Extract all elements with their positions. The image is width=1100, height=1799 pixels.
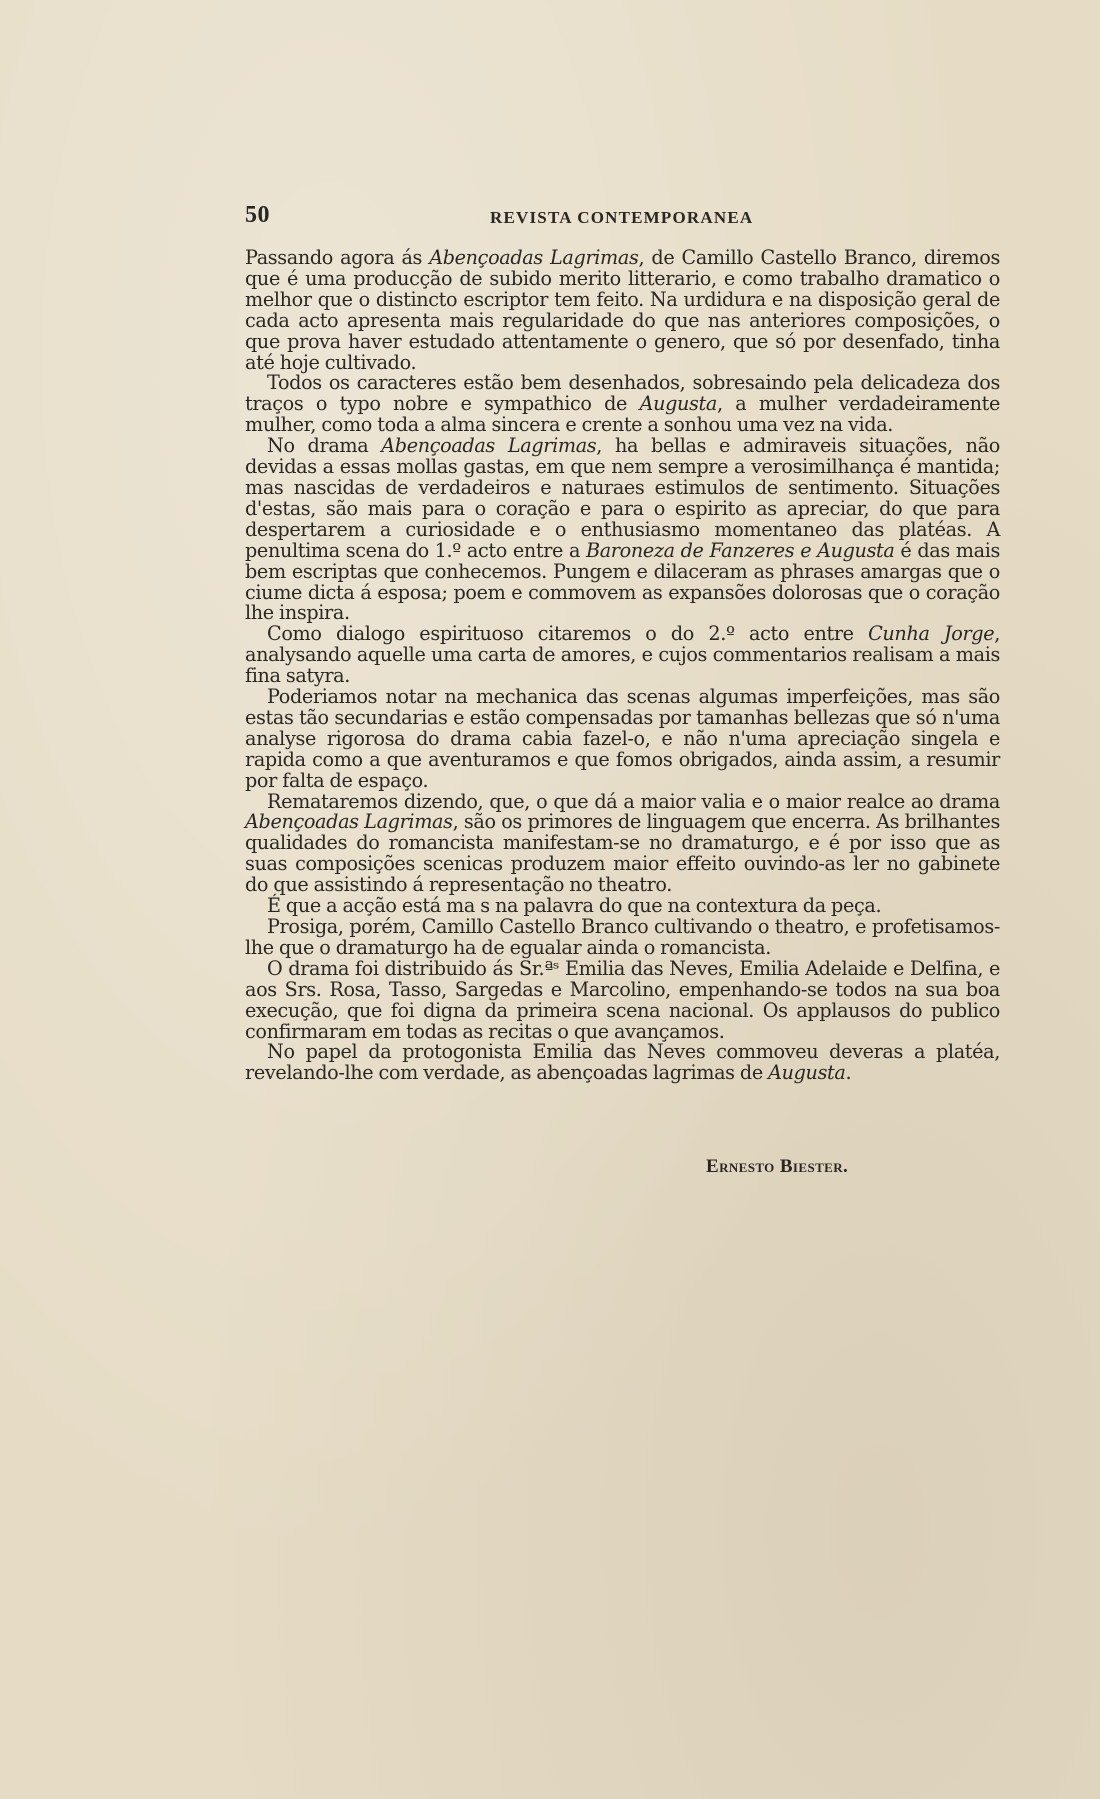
- running-title: REVISTA CONTEMPORANEA: [490, 208, 754, 227]
- text-run: , ha bellas e admiraveis situações, não devidas a essas mollas gastas, em que nem sempre a verosimilhança é mantida; mas nascidas de verdadeiros e naturaes estimulos de sentimento. Situações d'estas, são mais para o coração e para o espirito as apreciar, do que para despertarem a curiosidade e o enthusiasmo momentaneo das platéas. A penultima scena do 1.º acto entre a: [245, 434, 1000, 562]
- paragraph: [245, 917, 1000, 959]
- article-body: [245, 248, 1000, 1084]
- author-signature: Ernesto Biester.: [706, 1156, 849, 1177]
- text-run: Todos os caracteres estão bem desenhados, sobresaindo pela delicadeza dos traços o typo nobre e sympathico de: [245, 371, 1000, 416]
- paragraph: [245, 436, 1000, 624]
- page-header: [245, 202, 1005, 242]
- text-run: Prosiga, porém, Camillo Castello Branco cultivando o theatro, e profetisamos-lhe que o dramaturgo ha de egualar ainda o romancista.: [245, 915, 1000, 959]
- text-run: , de Camillo Castello Branco, diremos que é uma producção de subido merito litterario, e como trabalho dramatico o melhor que o distincto escriptor tem feito. Na urdidura e na disposição geral de cada acto apresenta mais regularidade do que nas anteriores composições, o que prova haver estudado attentamente o genero, que só por desenfado, tinha até hoje cultivado.: [245, 246, 1000, 374]
- paragraph: [245, 896, 1000, 917]
- text-run: , analysando aquelle uma carta de amores, e cujos commentarios realisam a mais fina satyra.: [245, 622, 1000, 688]
- italic-title: Abençoadas Lagrimas: [381, 434, 597, 458]
- text-run: Remataremos dizendo, que, o que dá a maior valia e o maior realce ao drama: [267, 789, 1000, 813]
- text-run: No drama: [267, 434, 382, 458]
- paragraph: [245, 248, 1000, 373]
- italic-title: Abençoadas Lagrimas: [245, 810, 453, 834]
- italic-title: Abençoadas Lagrimas: [429, 246, 639, 269]
- text-run: , a mulher verdadeiramente mulher, como toda a alma sincera e crente a sonhou uma vez na vida.: [245, 392, 1000, 437]
- text-run: Como dialogo espirituoso citaremos o do 2.º acto entre: [267, 622, 869, 646]
- text-run: O drama foi distribuido ás Sr.ªˢ Emilia das Neves, Emilia Adelaide e Delfina, e aos Srs. Rosa, Tasso, Sargedas e Marcolino, empenhando-se todos na sua boa execução, que foi digna da primeira scena nacional. Os applausos do publico confirmaram em todas as recitas o que avançamos.: [245, 956, 1000, 1043]
- page-number: 50: [245, 202, 270, 228]
- text-run: .: [845, 1061, 852, 1085]
- italic-name: Cunha Jorge: [868, 622, 995, 646]
- text-run: É que a acção está ma s na palavra do que na contextura da peça.: [267, 894, 882, 918]
- paragraph: [245, 373, 1000, 436]
- italic-name: Augusta: [639, 392, 717, 416]
- paragraph: [245, 1042, 1000, 1084]
- text-run: é das mais bem escriptas que conhecemos. Pungem e dilaceram as phrases amargas que o ciume dicta á esposa; poem e commovem as expansões dolorosas que o coração lhe inspira.: [245, 538, 1000, 625]
- text-run: , são os primores de linguagem que encerra. As brilhantes qualidades do romancista manifestam-se no dramaturgo, e é por isso que as suas composições scenicas produzem maior effeito ouvindo-as ler no gabinete do que assistindo á representação no theatro.: [245, 810, 1000, 897]
- paragraph: [245, 624, 1000, 687]
- italic-name: Augusta: [768, 1061, 846, 1085]
- text-run: No papel da protogonista Emilia das Neves commoveu deveras a platéa, revelando-lhe com verdade, as abençoadas lagrimas de: [245, 1040, 1000, 1085]
- paragraph: [245, 687, 1000, 792]
- text-run: Passando agora ás: [245, 246, 430, 269]
- italic-name: Baroneza de Fanzeres e Augusta: [585, 538, 895, 562]
- text-run: Poderiamos notar na mechanica das scenas algumas imperfeições, mas são estas tão secundarias e estão compensadas por tamanhas bellezas que só n'uma analyse rigorosa do drama cabia fazel-o, e não n'uma apreciação singela e rapida como a que aventuramos e que fomos obrigados, ainda assim, a resumir por falta de espaço.: [245, 685, 1000, 792]
- paragraph: [245, 789, 1000, 897]
- paragraph: [245, 956, 1000, 1043]
